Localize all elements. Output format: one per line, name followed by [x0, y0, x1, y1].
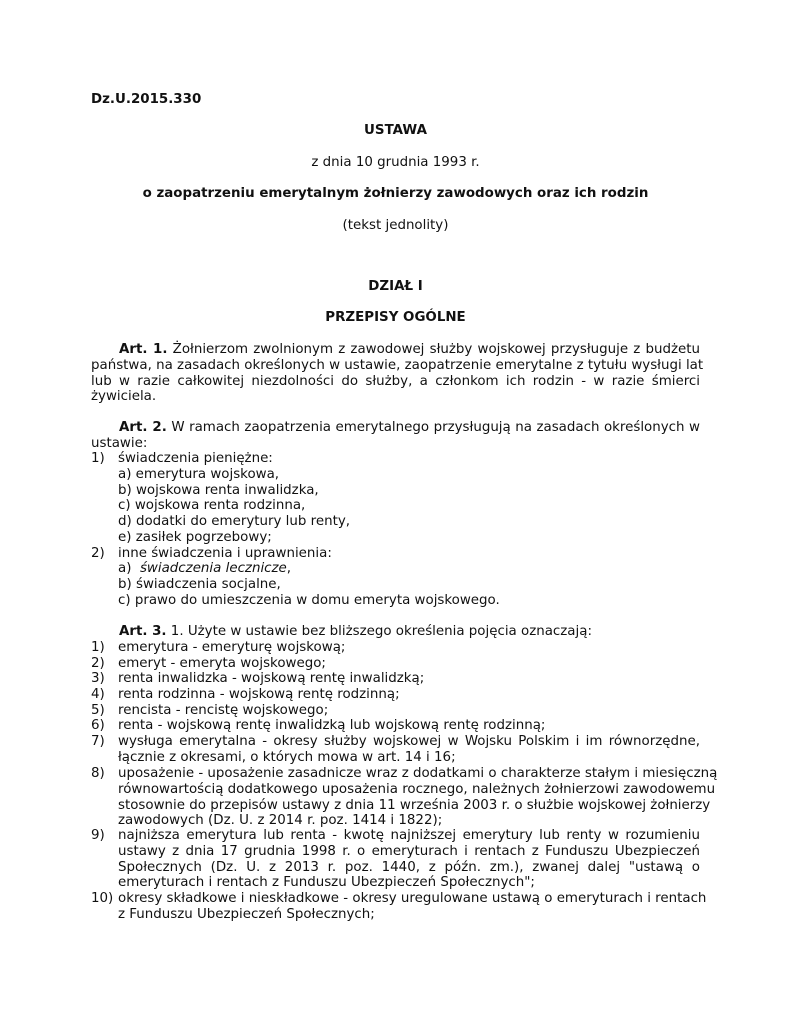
article-3-intro: Art. 3. 1. Użyte w ustawie bez bliższego określenia pojęcia oznaczają: — [119, 624, 592, 639]
list-number: 4) — [91, 687, 105, 702]
list-item: wysługa emerytalna - okresy służby wojskowej w Wojsku Polskim i im równorzędne, łącznie z okresami, o których mowa w art. 14 i 16; — [118, 734, 700, 765]
division-heading: DZIAŁ I — [368, 279, 423, 294]
article-2-label: Art. 2. — [119, 420, 167, 435]
act-subtitle: (tekst jednolity) — [342, 218, 449, 233]
list-item: najniższa emerytura lub renta - kwotę najniższej emerytury lub renty w rozumieniu ustawy z dnia 17 grudnia 1998 r. o emeryturach i rentach z Funduszu Ubezpieczeń Społecznych (Dz. U. z 2013 r. poz. 1440, z późn. zm.), zwanej dalej "ustawą o emeryturach i rentach z Funduszu Ubezpieczeń Społecznych"; — [118, 828, 700, 891]
list-number: 8) — [91, 766, 105, 781]
list-item: emeryt - emeryta wojskowego; — [118, 656, 326, 671]
sub-item: c) wojskowa renta rodzinna, — [118, 498, 306, 513]
article-1-line: lub w razie całkowitej niezdolności do służby, a członkom ich rodzin - w razie śmierci — [91, 373, 700, 389]
sub-item: e) zasiłek pogrzebowy; — [118, 530, 272, 545]
list-item: renta - wojskową rentę inwalidzką lub wojskową rentę rodzinną; — [118, 718, 546, 733]
article-2-line: ustawie: — [91, 435, 148, 451]
journal-reference: Dz.U.2015.330 — [91, 92, 202, 107]
article-1 — [91, 342, 704, 405]
sub-item: b) świadczenia socjalne, — [118, 577, 281, 592]
sub-item: a) emerytura wojskowa, — [118, 467, 280, 482]
article-1-label: Art. 1. — [119, 342, 168, 357]
article-1-line: państwa, na zasadach określonych w ustawie, zaopatrzenie emerytalne z tytułu wysługi lat — [91, 357, 704, 373]
list-item: świadczenia pieniężne: — [118, 451, 273, 466]
sub-item: a) świadczenia lecznicze, — [118, 561, 292, 576]
article-1-line: Żołnierzom zwolnionym z zawodowej służby wojskowej przysługuje z budżetu — [172, 342, 700, 357]
list-number: 10) — [91, 891, 114, 906]
section-heading: PRZEPISY OGÓLNE — [325, 310, 466, 325]
list-number: 6) — [91, 718, 105, 733]
list-item: uposażenie - uposażenie zasadnicze wraz z dodatkami o charakterze stałym i miesięczną równowartością dodatkowego uposażenia rocznego, należnych żołnierzowi zawodowemu stosownie do przepisów ustawy z dnia 11 września 2003 r. o służbie wojskowej żołnierzy zawodowych (Dz. U. z 2014 r. poz. 1414 i 1822); — [118, 766, 718, 829]
act-date: z dnia 10 grudnia 1993 r. — [311, 155, 480, 170]
sub-item: d) dodatki do emerytury lub renty, — [118, 514, 351, 529]
article-2 — [91, 420, 700, 452]
italic-term: świadczenia lecznicze — [139, 561, 287, 576]
list-number: 9) — [91, 828, 105, 843]
article-3-label: Art. 3. — [119, 624, 167, 639]
list-number: 3) — [91, 671, 105, 686]
list-number: 1) — [91, 451, 105, 466]
act-title: o zaopatrzeniu emerytalnym żołnierzy zawodowych oraz ich rodzin — [142, 186, 649, 201]
act-type: USTAWA — [364, 123, 427, 138]
list-item: emerytura - emeryturę wojskową; — [118, 640, 346, 655]
sub-item: b) wojskowa renta inwalidzka, — [118, 483, 319, 498]
list-item: renta rodzinna - wojskową rentę rodzinną; — [118, 687, 400, 702]
sub-item: c) prawo do umieszczenia w domu emeryta wojskowego. — [118, 593, 500, 608]
list-number: 1) — [91, 640, 105, 655]
list-number: 2) — [91, 656, 105, 671]
article-1-line: żywiciela. — [91, 389, 157, 405]
list-number: 5) — [91, 703, 105, 718]
list-number: 2) — [91, 546, 105, 561]
list-number: 7) — [91, 734, 105, 749]
list-item: inne świadczenia i uprawnienia: — [118, 546, 332, 561]
article-2-line: W ramach zaopatrzenia emerytalnego przysługują na zasadach określonych w — [171, 420, 700, 435]
list-item: renta inwalidzka - wojskową rentę inwalidzką; — [118, 671, 425, 686]
list-item: okresy składkowe i nieskładkowe - okresy uregulowane ustawą o emeryturach i rentach z Funduszu Ubezpieczeń Społecznych; — [118, 891, 707, 922]
list-item: rencista - rencistę wojskowego; — [118, 703, 329, 718]
